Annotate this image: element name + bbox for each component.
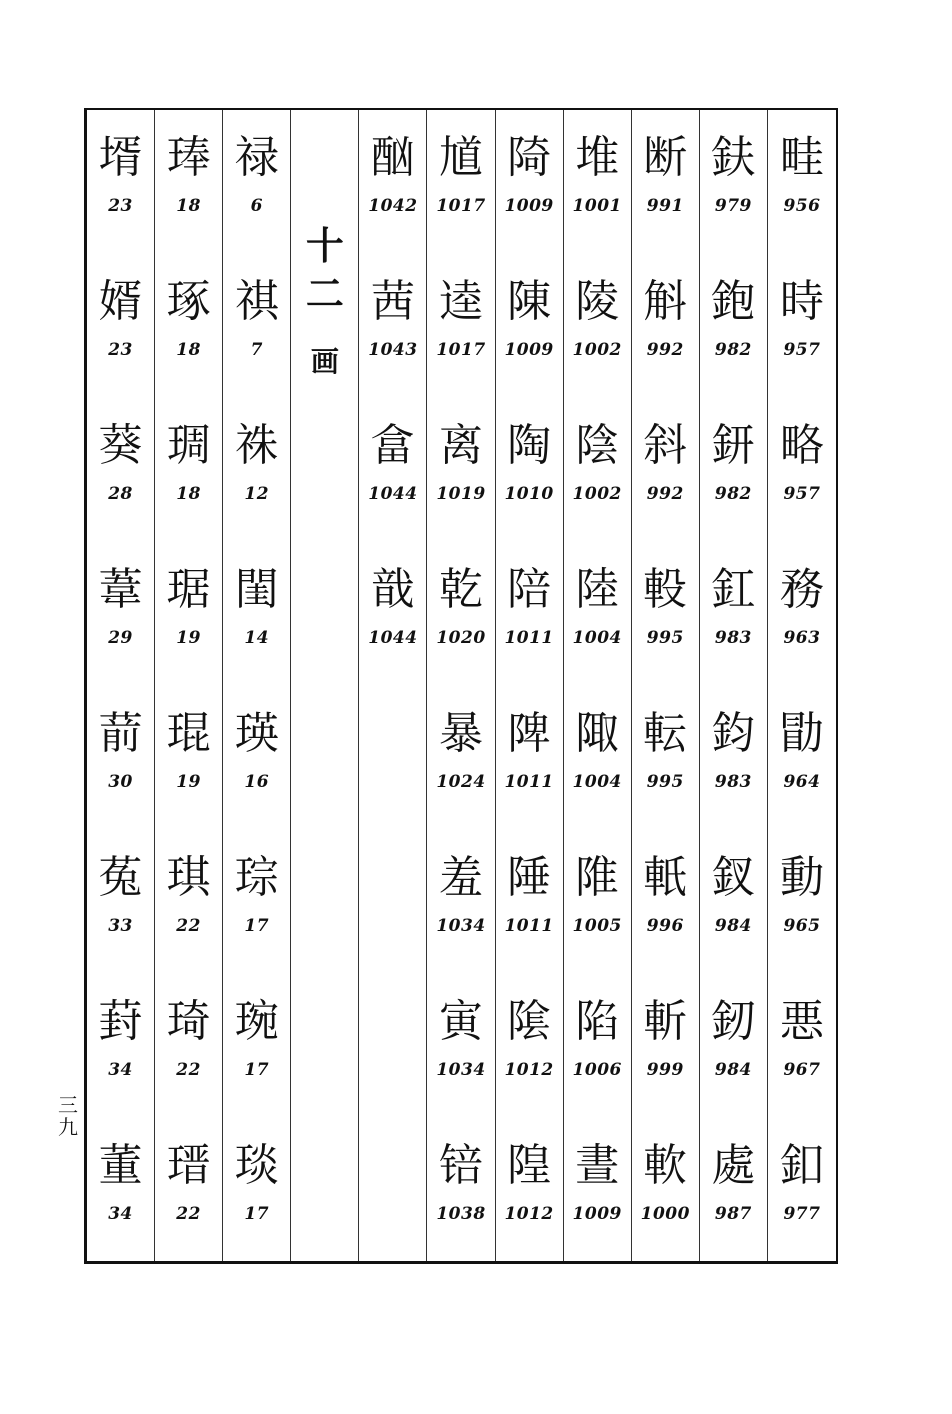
index-page-ref: 963 <box>783 628 821 648</box>
index-character: 茜 <box>370 276 415 327</box>
index-character: 堆 <box>575 132 620 183</box>
index-entry <box>155 110 222 254</box>
index-entry <box>496 830 563 974</box>
index-character: 琮 <box>234 852 279 903</box>
index-character: 琨 <box>166 708 211 759</box>
index-character: 釦 <box>779 1140 824 1191</box>
index-page-ref: 1034 <box>436 916 486 936</box>
index-entry <box>700 686 767 830</box>
index-entry <box>564 110 631 254</box>
index-character: 陰 <box>575 420 620 471</box>
index-character: 酗 <box>370 132 415 183</box>
index-character: 陮 <box>575 852 620 903</box>
index-page-ref: 1042 <box>368 196 418 216</box>
index-page-ref: 1011 <box>504 628 554 648</box>
index-page-ref: 1000 <box>640 1204 690 1224</box>
index-page-ref: 29 <box>108 628 133 648</box>
index-page-ref: 1011 <box>504 772 554 792</box>
index-entry <box>87 974 154 1118</box>
index-page-ref: 1038 <box>436 1204 486 1224</box>
index-character: 暴 <box>439 708 484 759</box>
index-character: 軝 <box>643 852 688 903</box>
index-page-ref: 14 <box>244 628 270 648</box>
index-character: 隂 <box>507 996 552 1047</box>
index-column-1 <box>768 110 836 1261</box>
index-page-ref: 957 <box>783 484 821 504</box>
index-character: 陸 <box>575 564 620 615</box>
index-page-ref: 30 <box>108 772 133 792</box>
index-page-ref: 1012 <box>504 1204 554 1224</box>
index-page-ref: 19 <box>176 628 201 648</box>
index-page-ref: 22 <box>176 1204 201 1224</box>
index-character: 陶 <box>507 420 552 471</box>
index-entry <box>359 398 426 542</box>
index-character: 琱 <box>166 420 211 471</box>
index-page-ref: 995 <box>646 772 684 792</box>
index-entry <box>564 686 631 830</box>
index-page-ref: 1009 <box>504 340 554 360</box>
index-page-ref: 987 <box>714 1204 752 1224</box>
index-character: 戠 <box>370 564 415 615</box>
index-entry <box>427 686 494 830</box>
index-character: 勖 <box>779 708 824 759</box>
index-page-ref: 983 <box>714 628 752 648</box>
index-character: 鉋 <box>711 276 756 327</box>
index-character: 畣 <box>370 420 415 471</box>
index-character: 琪 <box>166 852 211 903</box>
index-entry <box>632 830 699 974</box>
index-page-ref: 995 <box>646 628 684 648</box>
index-character: 瑨 <box>166 1140 211 1191</box>
index-character: 馗 <box>439 132 484 183</box>
index-page-ref: 1005 <box>572 916 622 936</box>
index-character: 祩 <box>234 420 279 471</box>
index-page-ref: 6 <box>250 196 263 216</box>
index-entry <box>700 974 767 1118</box>
index-entry <box>87 830 154 974</box>
index-entry <box>427 1118 494 1262</box>
index-entry <box>223 686 290 830</box>
index-page-ref: 1001 <box>572 196 622 216</box>
index-character: 畦 <box>779 132 824 183</box>
index-entry <box>87 542 154 686</box>
index-page-ref: 1017 <box>436 196 486 216</box>
index-character: 軟 <box>643 1140 688 1191</box>
index-character: 略 <box>779 420 824 471</box>
index-entry <box>700 254 767 398</box>
index-entry <box>564 1118 631 1262</box>
index-character: 瑛 <box>234 708 279 759</box>
index-character: 斜 <box>643 420 688 471</box>
index-character: 悪 <box>779 996 824 1047</box>
index-character: 琢 <box>166 276 211 327</box>
index-entry <box>155 830 222 974</box>
index-page-ref: 1004 <box>572 772 622 792</box>
index-entry <box>155 398 222 542</box>
index-character: 琰 <box>234 1140 279 1191</box>
index-character: 祺 <box>234 276 279 327</box>
index-character: 軗 <box>643 564 688 615</box>
index-character: 斬 <box>643 996 688 1047</box>
index-character: 菟 <box>98 852 143 903</box>
index-entry <box>359 110 426 254</box>
index-character: 陲 <box>507 852 552 903</box>
index-character: 逵 <box>439 276 484 327</box>
section-header-column <box>291 110 359 1261</box>
index-character: 閨 <box>234 564 279 615</box>
index-entry <box>427 830 494 974</box>
index-character: 琚 <box>166 564 211 615</box>
index-entry <box>632 398 699 542</box>
index-page-ref: 12 <box>244 484 270 504</box>
index-character: 處 <box>711 1140 756 1191</box>
index-character: 晝 <box>575 1140 620 1191</box>
page-number-digit-2: 九 <box>58 1115 78 1139</box>
index-page-ref: 967 <box>783 1060 821 1080</box>
index-entry <box>87 110 154 254</box>
index-page-ref: 982 <box>714 340 752 360</box>
index-character: 壻 <box>98 132 143 183</box>
index-entry <box>223 830 290 974</box>
index-character: 釭 <box>711 564 756 615</box>
index-page-ref: 983 <box>714 772 752 792</box>
header-char-3: 画 <box>310 345 339 378</box>
index-character: 釵 <box>711 852 756 903</box>
index-character: 离 <box>439 420 484 471</box>
index-entry <box>427 398 494 542</box>
index-character: 锫 <box>439 1140 484 1191</box>
index-character: 陴 <box>507 708 552 759</box>
index-entry <box>496 686 563 830</box>
index-page-ref: 28 <box>108 484 133 504</box>
index-entry <box>700 398 767 542</box>
index-character: 陷 <box>575 996 620 1047</box>
index-entry <box>223 110 290 254</box>
index-column-4 <box>564 110 632 1261</box>
index-entry <box>427 254 494 398</box>
page-number <box>56 1094 80 1138</box>
index-page-ref: 1010 <box>504 484 554 504</box>
index-entry <box>632 542 699 686</box>
index-character: 寅 <box>439 996 484 1047</box>
index-character: 陬 <box>575 708 620 759</box>
index-entry <box>768 110 836 254</box>
index-page-ref: 18 <box>176 196 201 216</box>
index-page-ref: 1044 <box>368 628 418 648</box>
index-entry <box>632 1118 699 1262</box>
index-character: 斛 <box>643 276 688 327</box>
index-page-ref: 1043 <box>368 340 418 360</box>
index-entry <box>700 1118 767 1262</box>
index-entry <box>496 398 563 542</box>
index-entry <box>223 398 290 542</box>
index-character: 婿 <box>98 276 143 327</box>
index-page-ref: 23 <box>108 340 133 360</box>
page-number-digit-1: 三 <box>58 1093 78 1117</box>
index-character: 陵 <box>575 276 620 327</box>
index-page-ref: 1009 <box>572 1204 622 1224</box>
index-character: 鈃 <box>711 420 756 471</box>
index-column-11 <box>87 110 155 1261</box>
index-column-3 <box>632 110 700 1261</box>
index-entry <box>223 1118 290 1262</box>
index-page-ref: 1019 <box>436 484 486 504</box>
character-index-table <box>84 108 838 1264</box>
index-entry <box>768 398 836 542</box>
index-page-ref: 34 <box>108 1060 133 1080</box>
index-page-ref: 1002 <box>572 340 622 360</box>
index-entry <box>496 254 563 398</box>
index-entry <box>768 254 836 398</box>
index-character: 隍 <box>507 1140 552 1191</box>
index-character: 葦 <box>98 564 143 615</box>
index-entry <box>700 110 767 254</box>
index-entry <box>632 110 699 254</box>
index-page-ref: 982 <box>714 484 752 504</box>
index-page-ref: 23 <box>108 196 133 216</box>
index-entry <box>87 398 154 542</box>
index-character: 董 <box>98 1140 143 1191</box>
index-character: 葑 <box>98 996 143 1047</box>
index-entry <box>700 542 767 686</box>
index-character: 琫 <box>166 132 211 183</box>
stroke-count-header <box>291 222 358 386</box>
index-entry <box>564 254 631 398</box>
index-entry <box>223 254 290 398</box>
index-entry <box>155 542 222 686</box>
index-page-ref: 979 <box>714 196 752 216</box>
index-page-ref: 1044 <box>368 484 418 504</box>
index-entry <box>564 830 631 974</box>
index-character: 動 <box>779 852 824 903</box>
index-entry <box>87 254 154 398</box>
index-entry <box>632 254 699 398</box>
index-entry <box>496 974 563 1118</box>
index-page-ref: 992 <box>646 484 684 504</box>
index-page-ref: 22 <box>176 916 201 936</box>
index-character: 陪 <box>507 564 552 615</box>
index-page-ref: 996 <box>646 916 684 936</box>
index-entry <box>427 542 494 686</box>
index-page-ref: 19 <box>176 772 201 792</box>
index-entry <box>496 110 563 254</box>
index-character: 釰 <box>711 996 756 1047</box>
index-entry <box>223 974 290 1118</box>
index-entry <box>700 830 767 974</box>
index-character: 禄 <box>234 132 279 183</box>
index-entry <box>155 974 222 1118</box>
index-character: 琦 <box>166 996 211 1047</box>
header-char-2: 二 <box>305 272 344 316</box>
index-page-ref: 956 <box>783 196 821 216</box>
index-page-ref: 17 <box>244 1060 270 1080</box>
index-entry <box>223 542 290 686</box>
index-entry <box>632 686 699 830</box>
index-page-ref: 1006 <box>572 1060 622 1080</box>
index-page-ref: 965 <box>783 916 821 936</box>
index-character: 鈇 <box>711 132 756 183</box>
index-entry <box>564 974 631 1118</box>
index-column-7 <box>359 110 427 1261</box>
index-page-ref: 1012 <box>504 1060 554 1080</box>
index-character: 葵 <box>98 420 143 471</box>
index-page-ref: 1009 <box>504 196 554 216</box>
index-page-ref: 957 <box>783 340 821 360</box>
index-entry <box>768 686 836 830</box>
index-entry <box>87 686 154 830</box>
index-page-ref: 999 <box>646 1060 684 1080</box>
index-entry <box>359 542 426 686</box>
index-page-ref: 1017 <box>436 340 486 360</box>
index-entry <box>564 542 631 686</box>
index-page-ref: 992 <box>646 340 684 360</box>
index-entry <box>427 974 494 1118</box>
index-character: 琬 <box>234 996 279 1047</box>
index-character: 乾 <box>439 564 484 615</box>
index-entry <box>632 974 699 1118</box>
index-character: 葥 <box>98 708 143 759</box>
index-entry <box>768 1118 836 1262</box>
index-character: 務 <box>779 564 824 615</box>
index-character: 時 <box>779 276 824 327</box>
index-entry <box>768 974 836 1118</box>
index-entry <box>87 1118 154 1262</box>
index-page-ref: 984 <box>714 1060 752 1080</box>
index-entry <box>496 542 563 686</box>
index-page-ref: 7 <box>250 340 263 360</box>
index-column-5 <box>496 110 564 1261</box>
index-column-6 <box>427 110 495 1261</box>
index-character: 断 <box>643 132 688 183</box>
index-entry <box>155 686 222 830</box>
index-page-ref: 1020 <box>436 628 486 648</box>
index-entry <box>496 1118 563 1262</box>
index-entry <box>359 254 426 398</box>
index-page-ref: 1002 <box>572 484 622 504</box>
index-page-ref: 1004 <box>572 628 622 648</box>
index-page-ref: 17 <box>244 1204 270 1224</box>
index-entry <box>155 254 222 398</box>
index-entry <box>564 398 631 542</box>
index-page-ref: 18 <box>176 484 201 504</box>
index-column-9 <box>223 110 291 1261</box>
index-entry <box>155 1118 222 1262</box>
index-page-ref: 1034 <box>436 1060 486 1080</box>
index-page-ref: 18 <box>176 340 201 360</box>
index-character: 陳 <box>507 276 552 327</box>
index-character: 羞 <box>439 852 484 903</box>
index-page-ref: 991 <box>646 196 684 216</box>
index-character: 鈞 <box>711 708 756 759</box>
index-column-10 <box>155 110 223 1261</box>
index-entry <box>768 830 836 974</box>
index-character: 転 <box>643 708 688 759</box>
index-page-ref: 34 <box>108 1204 133 1224</box>
index-entry <box>768 542 836 686</box>
index-page-ref: 1024 <box>436 772 486 792</box>
index-page-ref: 16 <box>244 772 270 792</box>
index-page-ref: 977 <box>783 1204 821 1224</box>
index-page-ref: 984 <box>714 916 752 936</box>
index-page-ref: 33 <box>108 916 133 936</box>
index-page-ref: 17 <box>244 916 270 936</box>
index-page-ref: 964 <box>783 772 821 792</box>
header-char-1: 十 <box>305 224 344 268</box>
index-character: 陭 <box>507 132 552 183</box>
index-column-2 <box>700 110 768 1261</box>
index-page-ref: 1011 <box>504 916 554 936</box>
index-entry <box>427 110 494 254</box>
index-page-ref: 22 <box>176 1060 201 1080</box>
